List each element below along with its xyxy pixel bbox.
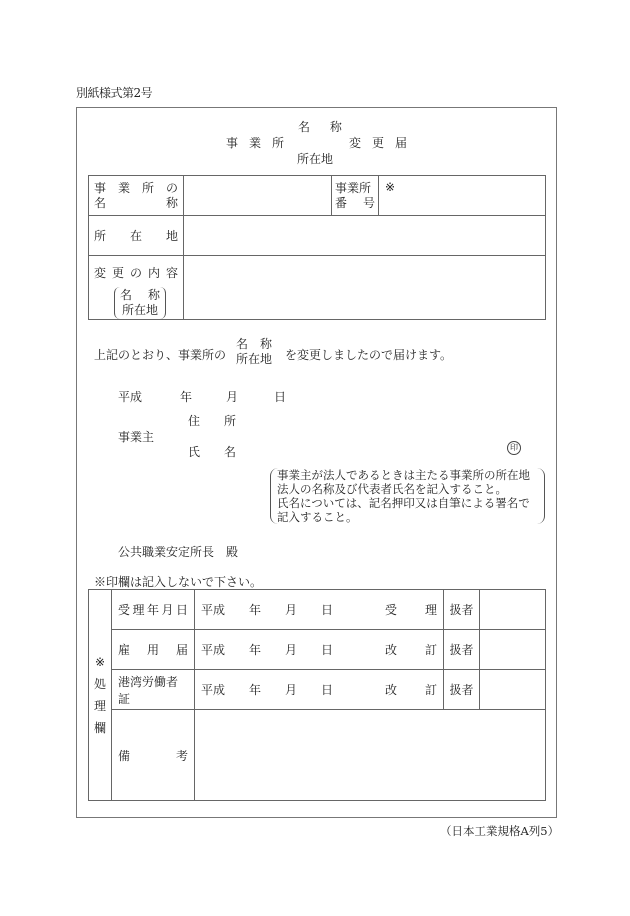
date-year-label: 年 xyxy=(249,643,262,657)
label-char: 在 xyxy=(129,229,142,243)
office-name-field[interactable] xyxy=(184,176,332,216)
label-char: ※ xyxy=(94,655,106,669)
change-content-field[interactable] xyxy=(184,256,546,320)
remarks-label xyxy=(112,710,195,801)
label-char: 月 xyxy=(161,603,174,617)
label-char: 事 xyxy=(94,180,107,195)
employment-report-label xyxy=(112,630,195,670)
label-char: 受 xyxy=(385,603,398,617)
date-month-label: 月 xyxy=(285,643,298,657)
label-char: 考 xyxy=(175,748,188,763)
label-char: 処 xyxy=(93,677,106,691)
port-worker-cert-label: 港湾労働者証 xyxy=(112,670,195,710)
label-char: 受 xyxy=(118,603,131,617)
label-char: 所 xyxy=(141,180,154,195)
label-char: 理 xyxy=(424,603,437,617)
label-char: 号 xyxy=(362,195,375,210)
name-label-char: 名 xyxy=(224,445,237,459)
label-char: 欄 xyxy=(93,721,106,735)
employment-report-date-field[interactable] xyxy=(195,630,444,670)
label-char: 理 xyxy=(93,699,106,713)
office-number-label-line1: 事業所 xyxy=(335,180,372,195)
label-char: 地 xyxy=(165,229,178,243)
office-number-label xyxy=(332,176,379,216)
label-char: 日 xyxy=(175,603,188,617)
note-line: 事業主が法人であるときは主たる事業所の所在地 xyxy=(277,468,530,482)
date-year-label: 年 xyxy=(249,603,262,617)
label-char: 更 xyxy=(111,266,124,280)
date-day-label: 日 xyxy=(321,683,334,697)
change-content-label xyxy=(89,256,184,320)
label-char: の xyxy=(129,266,142,280)
label-char: 改 xyxy=(385,643,398,657)
date-month-label: 月 xyxy=(226,390,239,404)
option-location: 所在地 xyxy=(121,303,158,317)
date-month-label: 月 xyxy=(285,603,298,617)
staff-stamp-field[interactable] xyxy=(480,670,546,710)
label-char: 名 xyxy=(94,195,107,210)
date-day-label: 日 xyxy=(274,390,287,404)
label-char: 業 xyxy=(117,180,130,195)
label-char: 年 xyxy=(146,603,159,617)
title-change-report: 変更届 xyxy=(349,136,419,150)
label-char: 改 xyxy=(385,683,398,697)
date-day-label: 日 xyxy=(321,643,334,657)
office-number-field[interactable] xyxy=(379,176,546,216)
staff-stamp-field[interactable] xyxy=(480,590,546,630)
receipt-date-field[interactable] xyxy=(195,590,444,630)
note-line: 氏名については、記名押印又は自筆による署名で xyxy=(277,496,530,510)
label-char: の xyxy=(165,180,178,195)
addressee: 公共職業安定所長 殿 xyxy=(118,545,239,559)
date-era: 平成 xyxy=(201,683,226,697)
office-use-mark: ※ xyxy=(385,180,396,194)
label-char: 理 xyxy=(132,603,145,617)
label-char: 容 xyxy=(165,266,178,280)
label-char: 備 xyxy=(118,748,131,763)
staff-label: 扱者 xyxy=(444,590,480,630)
staff-label: 扱者 xyxy=(444,630,480,670)
label-char: 訂 xyxy=(424,683,437,697)
staff-stamp-field[interactable] xyxy=(480,630,546,670)
receipt-date-label xyxy=(112,590,195,630)
caution-text: ※印欄は記入しないで下さい。 xyxy=(94,575,263,589)
staff-label: 扱者 xyxy=(444,670,480,710)
note-line: 法人の名称及び代表者氏名を記入すること。 xyxy=(277,482,507,496)
label-char: 届 xyxy=(175,643,188,657)
label-char: 名 xyxy=(236,337,249,351)
remarks-field[interactable] xyxy=(195,710,546,801)
name-label-char: 氏 xyxy=(188,445,201,459)
label-char: 内 xyxy=(147,266,160,280)
address-label-char: 住 xyxy=(188,414,201,428)
title-name: 名 称 xyxy=(298,120,346,134)
label-char: 変 xyxy=(94,266,107,280)
processing-side-label xyxy=(89,590,112,801)
title-location: 所在地 xyxy=(297,152,334,166)
office-info-table xyxy=(88,175,546,320)
address-label-char: 所 xyxy=(224,414,237,428)
label-char: 訂 xyxy=(424,643,437,657)
date-era: 平成 xyxy=(201,643,226,657)
statement-suffix: を変更しましたので届けます。 xyxy=(285,348,453,362)
label-char: 所 xyxy=(94,229,107,243)
date-era: 平成 xyxy=(118,390,143,404)
paper-size-note: （日本工業規格A列5） xyxy=(440,824,560,838)
label-char: 番 xyxy=(335,195,348,210)
label-char: 名 xyxy=(120,288,133,302)
title-office: 事業所 xyxy=(226,136,296,150)
location-label xyxy=(89,216,184,256)
label-char: 称 xyxy=(260,337,273,351)
statement-prefix: 上記のとおり、事業所の xyxy=(94,348,227,362)
instruction-note xyxy=(270,468,545,524)
employer-label: 事業主 xyxy=(118,430,155,444)
label-char: 用 xyxy=(146,643,159,657)
option-location: 所在地 xyxy=(236,352,273,366)
seal-icon: 印 xyxy=(507,441,521,455)
processing-table xyxy=(88,589,546,801)
label-char: 称 xyxy=(147,288,160,302)
statement-options xyxy=(236,337,272,367)
location-field[interactable] xyxy=(184,216,546,256)
date-era: 平成 xyxy=(201,603,226,617)
form-id: 別紙様式第2号 xyxy=(76,86,153,100)
office-name-label xyxy=(89,176,184,216)
label-char: 称 xyxy=(165,195,178,210)
date-month-label: 月 xyxy=(285,683,298,697)
note-line: 記入すること。 xyxy=(277,510,358,524)
port-worker-cert-date-field[interactable] xyxy=(195,670,444,710)
date-year-label: 年 xyxy=(180,390,193,404)
label-char: 雇 xyxy=(118,643,131,657)
date-year-label: 年 xyxy=(249,683,262,697)
change-options-bracket xyxy=(114,287,166,319)
date-day-label: 日 xyxy=(321,603,334,617)
